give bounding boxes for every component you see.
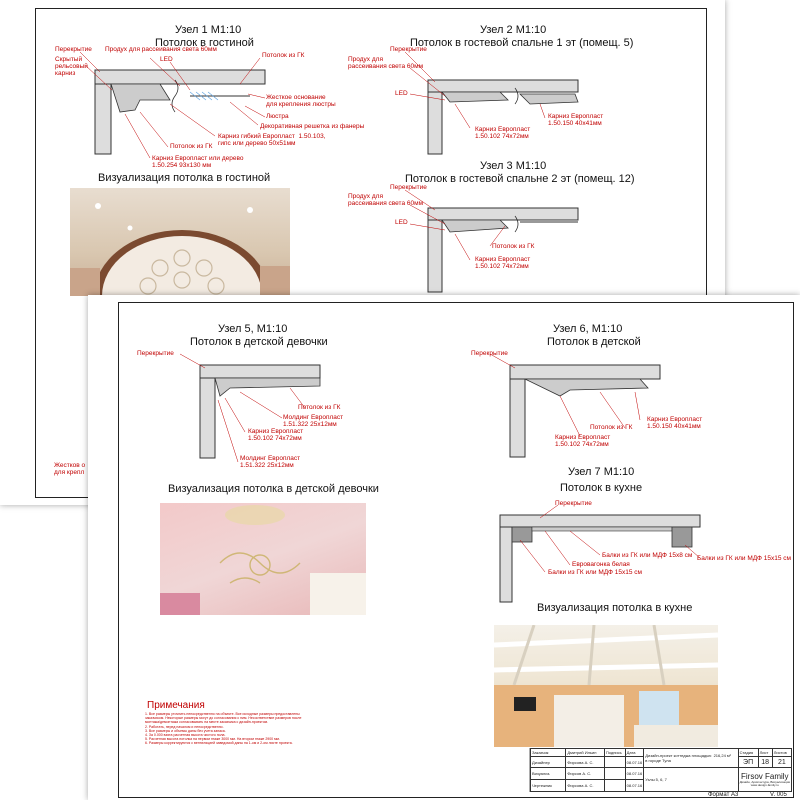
- uzel7-label-balki3: Балки из ГК или МДФ 15х15 см: [697, 555, 791, 562]
- uzel3-label-karniz: Карниз Европласт 1.50.102 74х72мм: [475, 256, 531, 270]
- uzel7-label-balki2: Балки из ГК или МДФ 15х15 см: [548, 569, 642, 576]
- uzel5-label-molding1: Молдинг Европласт 1.51.322 25х12мм: [283, 414, 344, 428]
- viz-girl-title: Визуализация потолка в детской девочки: [168, 483, 379, 495]
- note-item: 3. Все размеры и объемы даны без учета запаса.: [145, 728, 226, 733]
- uzel1-subtitle: Потолок в гостиной: [155, 37, 254, 49]
- uzel7-lining: [532, 527, 672, 531]
- uzel1-label-gk-ceiling: Потолок из ГК: [262, 52, 305, 59]
- note-item: 4. За 0.000 взята расчетная высота чистого пола.: [145, 733, 226, 738]
- uzel7-slab: [500, 515, 700, 527]
- notes-title: Примечания: [147, 700, 205, 711]
- stamp-date: 08.07.16: [625, 768, 644, 780]
- stamp-name: Фирсова А. С.: [566, 757, 605, 768]
- uzel5-slab: [200, 365, 320, 378]
- uzel1-label-base: Жесткое основание для крепления люстры: [266, 94, 336, 108]
- uzel2-subtitle: Потолок в гостевой спальне 1 эт (помещ. 5): [410, 37, 634, 49]
- stamp-date: 08.07.16: [625, 757, 644, 768]
- uzel3-label-led: LED: [395, 219, 408, 226]
- stamp-sheet-label: Лист: [758, 749, 772, 757]
- uzel6-wall: [510, 379, 525, 457]
- girl-room-ceiling-art: [160, 503, 366, 615]
- uzel5-wall: [200, 378, 215, 458]
- uzel1-label-gk2: Потолок из ГК: [170, 143, 213, 150]
- uzel7-label-perekrytie: Перекрытие: [555, 500, 592, 507]
- stamp-sign-label: Подпись: [604, 749, 625, 757]
- uzel6-label-karniz2: Карниз Европласт 1.50.150 40х41мм: [647, 416, 703, 430]
- uzel5-label-karniz: Карниз Европласт 1.50.102 74х72мм: [248, 428, 304, 442]
- uzel3-label-produx: Продух для рассеивания света 60мм: [348, 193, 424, 207]
- uzel3-label-gk: Потолок из ГК: [492, 243, 535, 250]
- uzel7-subtitle: Потолок в кухне: [560, 482, 643, 494]
- stamp-format: Формат А3: [708, 792, 739, 798]
- uzel5-label-gk: Потолок из ГК: [298, 404, 341, 411]
- uzel1-label-lustra: Люстра: [266, 113, 289, 120]
- kitchen-ceiling-image: [494, 625, 718, 747]
- note-item: 6. Размеры корректируются с вентиляцией заведомой даны на 1-ом и 2-ом листе проекта.: [145, 741, 293, 746]
- uzel7-beam-1: [512, 527, 532, 542]
- stamp-company-sub: Дизайн, Архитектура, Визуализация www.design-family.ru: [739, 779, 790, 788]
- uzel5-label-molding2: Молдинг Европласт 1.51.322 25х12мм: [240, 455, 301, 469]
- stamp-sheets-label: Листов: [772, 749, 791, 757]
- stamp-project: Дизайн-проект коттеджа площадью 216,24 м² в городе Тула: [644, 749, 738, 768]
- uzel6-slab: [510, 365, 660, 379]
- notes-list: [145, 712, 305, 746]
- uzel7-label-evrovagonka: Евровагонка белая: [572, 561, 630, 568]
- stamp-role: Заказчик: [531, 749, 566, 757]
- stamp-name: Дмитрий Ильин: [566, 749, 605, 757]
- note-item: 2. Работать, перед началом и непосредственно.: [145, 724, 224, 729]
- stamp-stage: ЭП: [738, 757, 758, 768]
- stamp-company: Firsov Family: [741, 771, 789, 781]
- uzel1-label-hidden-rail: Скрытый рельсовый карниз: [55, 56, 88, 77]
- kitchen-ceiling-art: [494, 625, 718, 747]
- viz-kitchen-title: Визуализация потолка в кухне: [537, 602, 693, 614]
- uzel1-label-led: LED: [160, 56, 173, 63]
- stamp-stage-label: Стадия: [738, 749, 758, 757]
- note-item: 1. Все размеры уточнить непосредственно на объекте. Все исходные размеры предоставлены заказчиком. Некоторые размеры могут до согласования с ним. Несоответствие размеров после монтажа/демонтажа согласовывать на месте заказчика с дизайн-проектом.: [145, 712, 302, 725]
- uzel1-label-perekrytie: Перекрытие: [55, 46, 92, 53]
- uzel3-subtitle: Потолок в гостевой спальне 2 эт (помещ. 12): [405, 173, 635, 185]
- uzel7-title: Узел 7 М1:10: [568, 466, 635, 478]
- stamp-company-cell: [738, 768, 791, 792]
- stamp-name: Фирсов А. С.: [566, 768, 605, 780]
- uzel6-label-perekrytie: Перекрытие: [471, 350, 508, 357]
- uzel6-subtitle: Потолок в детской: [547, 336, 641, 348]
- uzel1-title: Узел 1 М1:10: [175, 24, 242, 36]
- stamp-sheets: 21: [772, 757, 791, 768]
- uzel1-label-karniz-flex: Карниз гибкий Европласт 1.50.103, гипс или дерево 50х51мм: [218, 133, 326, 147]
- stamp-version: V. 005: [770, 792, 787, 798]
- uzel2-label-karniz1: Карниз Европласт 1.50.102 74х72мм: [475, 126, 531, 140]
- stamp-role: Дизайнер: [531, 757, 566, 768]
- stamp-sheet-name: Узлы 5, 6, 7: [644, 768, 738, 792]
- uzel7-beam-2: [672, 527, 692, 547]
- sheet1-cut-label: Жестков о для крепл: [54, 462, 86, 476]
- uzel3-title: Узел 3 М1:10: [480, 160, 547, 172]
- uzel6-label-karniz1: Карниз Европласт 1.50.102 74х72мм: [555, 434, 611, 448]
- title-block: [530, 748, 792, 792]
- uzel2-label-perekrytie: Перекрытие: [390, 46, 427, 53]
- uzel7-label-balki1: Балки из ГК или МДФ 15х8 см: [602, 552, 693, 559]
- uzel1-label-karniz-wood: Карниз Европласт или дерево 1.50.254 93х130 мм: [152, 155, 244, 169]
- uzel7-wall: [500, 527, 512, 602]
- stamp-date-label: Дата: [625, 749, 644, 757]
- stamp-date: 08.07.16: [625, 780, 644, 792]
- stamp-role: Визуализ.: [531, 768, 566, 780]
- uzel6-label-gk: Потолок из ГК: [590, 424, 633, 431]
- uzel1-label-produx: Продух для рассеивания света 60мм: [105, 46, 217, 53]
- uzel1-label-grill: Декоративная решетка из фанеры: [260, 123, 365, 130]
- uzel2-title: Узел 2 М1:10: [480, 24, 547, 36]
- stamp-name: Фирсова А. С.: [566, 780, 605, 792]
- uzel5-title: Узел 5, М1:10: [218, 323, 288, 335]
- viz-living-title: Визуализация потолка в гостиной: [98, 172, 271, 184]
- uzel2-label-karniz2: Карниз Европласт 1.50.150 40х41мм: [548, 113, 604, 127]
- note-item: 5. Расчетная высота потолка на первом этаже 3000 мм. На втором этаже 2900 мм.: [145, 737, 280, 742]
- uzel3-label-perekrytie: Перекрытие: [390, 184, 427, 191]
- uzel6-cornice: [525, 379, 648, 396]
- stamp-role: Чертежник: [531, 780, 566, 792]
- uzel2-label-produx: Продух для рассеивания света 60мм: [348, 56, 424, 70]
- uzel6-title: Узел 6, М1:10: [553, 323, 623, 335]
- uzel2-label-led: LED: [395, 90, 408, 97]
- stamp-sheet: 18: [758, 757, 772, 768]
- girl-room-ceiling-image: [160, 503, 366, 615]
- uzel5-subtitle: Потолок в детской девочки: [190, 336, 328, 348]
- uzel5-cornice: [215, 378, 320, 396]
- uzel5-label-perekrytie: Перекрытие: [137, 350, 174, 357]
